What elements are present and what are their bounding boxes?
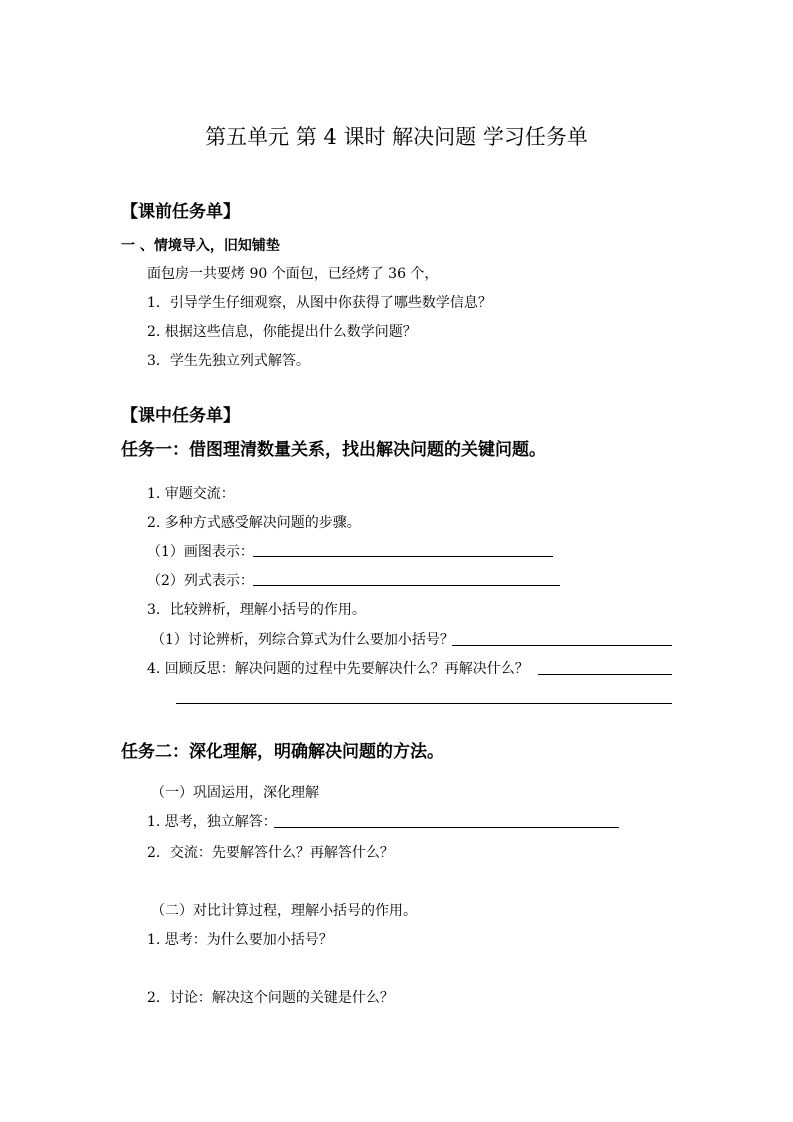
task2-a1: 1. 思考，独立解答：: [147, 814, 277, 830]
pre-item-3: 3．学生先独立列式解答。: [147, 353, 310, 369]
pre-item-1: 1．引导学生仔细观察，从图中你获得了哪些数学信息？: [147, 295, 492, 311]
section-heading: 一 、情境导入，旧知铺垫: [121, 238, 280, 254]
intro-text: 面包房一共要烤 90 个面包，已经烤了 36 个，: [147, 266, 439, 282]
answer-line[interactable]: [176, 703, 672, 704]
answer-line[interactable]: [253, 585, 560, 586]
task1-q2b: （2）列式表示：: [147, 573, 254, 589]
task2-part-a: （一）巩固运用，深化理解: [151, 785, 319, 801]
pre-item-2: 2. 根据这些信息，你能提出什么数学问题？: [147, 324, 417, 340]
task1-q2: 2. 多种方式感受解决问题的步骤。: [147, 515, 361, 531]
task1-q4: 4. 回顾反思：解决问题的过程中先要解决什么？再解决什么？: [147, 661, 529, 677]
task1-q1: 1. 审题交流：: [147, 486, 235, 502]
in-class-header: 【课中任务单】: [121, 406, 240, 426]
answer-line[interactable]: [538, 674, 672, 675]
task2-b1: 1. 思考：为什么要加小括号？: [147, 932, 333, 948]
task2-b2: 2．讨论：解决这个问题的关键是什么？: [147, 990, 394, 1006]
task2-part-b: （二）对比计算过程，理解小括号的作用。: [151, 903, 417, 919]
answer-line[interactable]: [452, 645, 672, 646]
page-title: 第五单元 第 4 课时 解决问题 学习任务单: [205, 125, 588, 149]
task1-q3a: （1）讨论辨析，列综合算式为什么要加小括号？: [151, 632, 454, 648]
task1-q2a: （1）画图表示：: [147, 544, 254, 560]
task1-title: 任务一：借图理清数量关系，找出解决问题的关键问题。: [121, 440, 546, 460]
task1-q3: 3．比较辨析，理解小括号的作用。: [147, 602, 366, 618]
answer-line[interactable]: [274, 827, 619, 828]
pre-class-header: 【课前任务单】: [121, 202, 240, 222]
answer-line[interactable]: [253, 556, 553, 557]
task2-title: 任务二：深化理解，明确解决问题的方法。: [121, 742, 444, 762]
task2-a2: 2．交流：先要解答什么？再解答什么？: [147, 845, 394, 861]
